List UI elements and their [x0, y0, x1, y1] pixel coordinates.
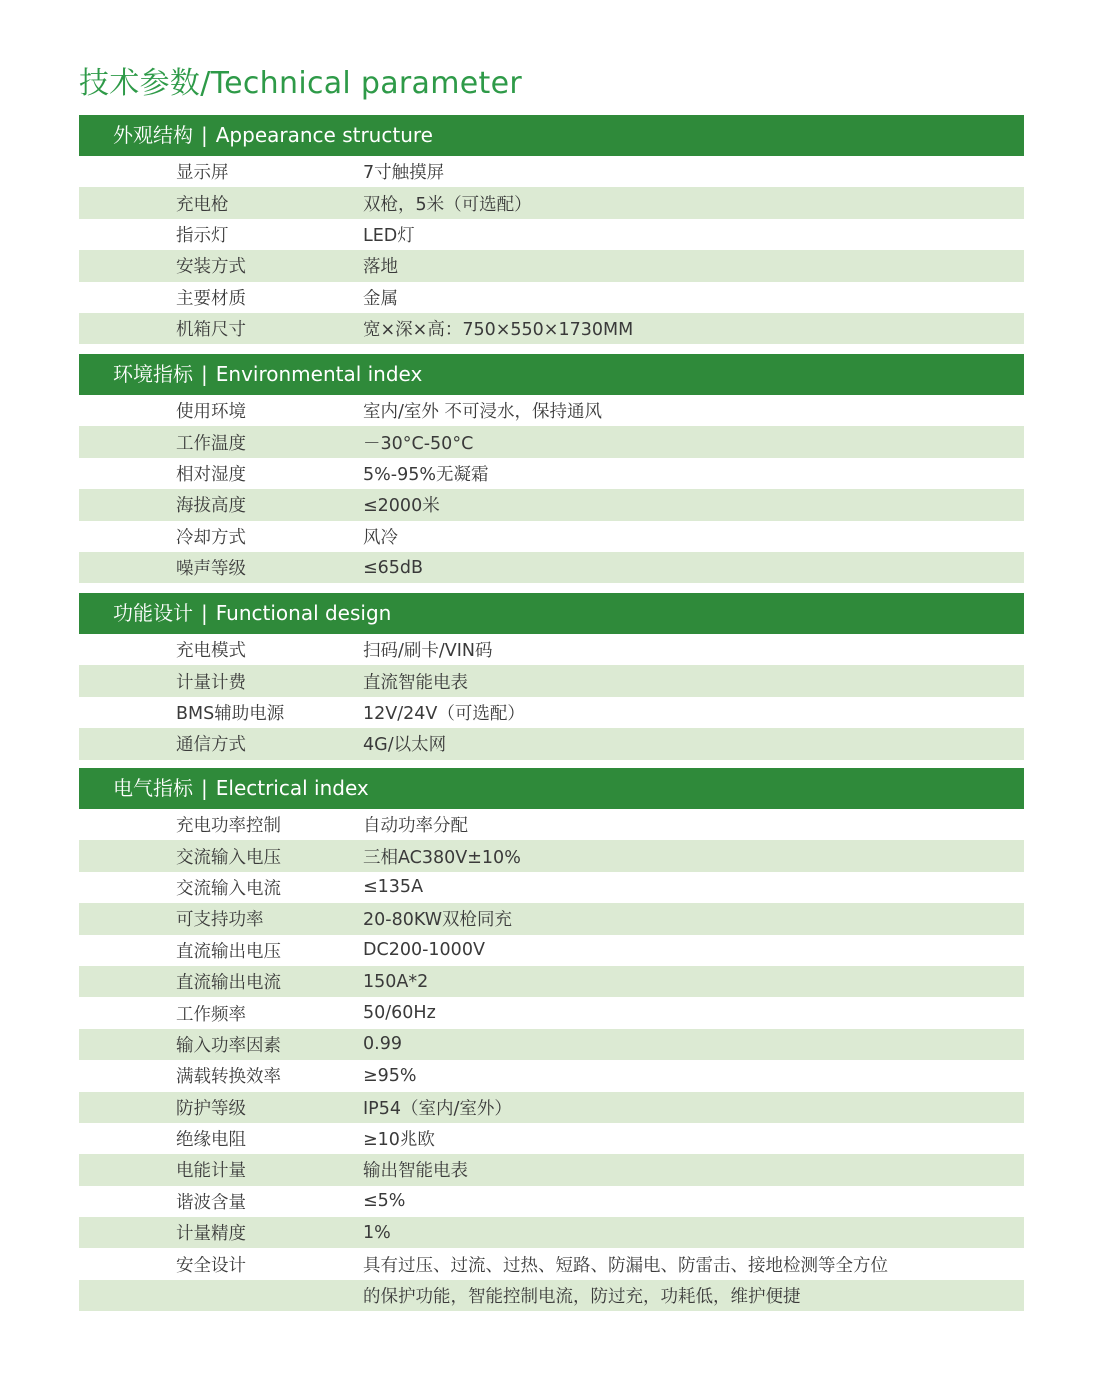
row-value: 三相AC380V±10% — [363, 847, 521, 868]
table-row — [79, 250, 1024, 281]
section-appearance-structure — [79, 115, 1024, 344]
row-label: 直流输出电流 — [176, 973, 281, 994]
row-label: 交流输入电压 — [176, 847, 281, 868]
row-value: 50/60Hz — [363, 1003, 436, 1024]
row-label: 可支持功率 — [176, 910, 264, 931]
row-label: 指示灯 — [176, 225, 229, 246]
row-label: 满载转换效率 — [176, 1067, 281, 1088]
section-title-zh: 环境指标 — [113, 362, 193, 386]
row-label: 计量精度 — [176, 1224, 246, 1245]
section-title-en: Electrical index — [215, 776, 369, 800]
section-environmental-index — [79, 354, 1024, 583]
row-label: 充电模式 — [176, 641, 246, 662]
row-value: ≤2000米 — [363, 496, 440, 517]
table-row — [79, 552, 1024, 583]
row-label: 安装方式 — [176, 257, 246, 278]
table-row — [79, 458, 1024, 489]
row-value: 1% — [363, 1222, 391, 1243]
row-value: 20-80KW双枪同充 — [363, 910, 513, 931]
section-header — [79, 768, 1024, 809]
row-value: 直流智能电表 — [363, 672, 468, 693]
row-value: IP54（室内/室外） — [363, 1098, 512, 1119]
row-label: 相对湿度 — [176, 464, 246, 485]
row-label: 绝缘电阻 — [176, 1130, 246, 1151]
table-row — [79, 840, 1024, 871]
section-separator: | — [201, 601, 208, 625]
row-label: 冷却方式 — [176, 527, 246, 548]
row-value: ≤135A — [363, 877, 424, 898]
row-value: ≥10兆欧 — [363, 1130, 435, 1151]
row-label: 工作温度 — [176, 433, 246, 454]
table-row — [79, 665, 1024, 696]
table-row — [79, 634, 1024, 665]
row-label: 交流输入电流 — [176, 878, 281, 899]
section-title-en: Appearance structure — [215, 123, 433, 147]
row-value: ≤5% — [363, 1191, 406, 1212]
row-label: 工作频率 — [176, 1004, 246, 1025]
row-value: 自动功率分配 — [363, 816, 468, 837]
row-value: 扫码/刷卡/VIN码 — [363, 641, 493, 662]
section-title-zh: 外观结构 — [113, 123, 193, 147]
table-row — [79, 395, 1024, 426]
row-value: 输出智能电表 — [363, 1161, 468, 1182]
table-row — [79, 187, 1024, 218]
table-row — [79, 313, 1024, 344]
row-label: 通信方式 — [176, 735, 246, 756]
table-row — [79, 1123, 1024, 1154]
table-row — [79, 728, 1024, 759]
row-label: 主要材质 — [176, 288, 246, 309]
table-row — [79, 1092, 1024, 1123]
row-value: 双枪，5米（可选配） — [363, 194, 532, 215]
table-row — [79, 1029, 1024, 1060]
row-value: ≤65dB — [363, 557, 424, 578]
row-label: 海拔高度 — [176, 496, 246, 517]
row-label: 计量计费 — [176, 672, 246, 693]
table-row — [79, 156, 1024, 187]
section-separator: | — [201, 776, 208, 800]
section-header — [79, 354, 1024, 395]
table-row — [79, 521, 1024, 552]
row-value: LED灯 — [363, 225, 415, 246]
row-label: 电能计量 — [176, 1161, 246, 1182]
section-title-zh: 电气指标 — [113, 776, 193, 800]
table-row — [79, 872, 1024, 903]
row-label: 输入功率因素 — [176, 1035, 281, 1056]
row-value: 0.99 — [363, 1034, 402, 1055]
row-value: 5%-95%无凝霜 — [363, 464, 489, 485]
row-value: 4G/以太网 — [363, 735, 447, 756]
row-value: 金属 — [363, 288, 398, 309]
row-value: 的保护功能，智能控制电流，防过充，功耗低，维护便捷 — [363, 1287, 801, 1308]
row-label: 谐波含量 — [176, 1192, 246, 1213]
table-row — [79, 697, 1024, 728]
table-row — [79, 966, 1024, 997]
section-header — [79, 115, 1024, 156]
section-title-en: Functional design — [215, 601, 392, 625]
row-label: 机箱尺寸 — [176, 320, 246, 341]
section-title-en: Environmental index — [215, 362, 423, 386]
row-label: 安全设计 — [176, 1255, 246, 1276]
row-label: BMS辅助电源 — [176, 703, 285, 724]
row-label: 充电枪 — [176, 194, 229, 215]
section-electrical-index — [79, 768, 1024, 1311]
page-title: 技术参数/Technical parameter — [79, 66, 522, 101]
row-value: ≥95% — [363, 1065, 417, 1086]
section-separator: | — [201, 123, 208, 147]
row-value: 7寸触摸屏 — [363, 163, 445, 184]
row-value: DC200-1000V — [363, 940, 485, 961]
table-row — [79, 997, 1024, 1028]
row-value: 室内/室外 不可浸水，保持通风 — [363, 402, 602, 423]
section-header — [79, 593, 1024, 634]
row-label: 防护等级 — [176, 1098, 246, 1119]
table-row — [79, 1060, 1024, 1091]
row-label: 使用环境 — [176, 402, 246, 423]
table-row — [79, 1280, 1024, 1311]
section-separator: | — [201, 362, 208, 386]
table-row — [79, 219, 1024, 250]
table-row — [79, 1186, 1024, 1217]
row-value: 具有过压、过流、过热、短路、防漏电、防雷击、接地检测等全方位 — [363, 1255, 888, 1276]
row-label: 充电功率控制 — [176, 816, 281, 837]
table-row — [79, 809, 1024, 840]
row-label: 直流输出电压 — [176, 941, 281, 962]
table-row — [79, 935, 1024, 966]
table-row — [79, 1248, 1024, 1279]
row-value: 150A*2 — [363, 971, 429, 992]
table-row — [79, 1217, 1024, 1248]
row-value: 12V/24V（可选配） — [363, 703, 525, 724]
row-value: 落地 — [363, 257, 398, 278]
row-label: 噪声等级 — [176, 559, 246, 580]
table-row — [79, 426, 1024, 457]
table-row — [79, 282, 1024, 313]
row-value: －30°C-50°C — [363, 433, 474, 454]
table-row — [79, 903, 1024, 934]
section-functional-design — [79, 593, 1024, 760]
table-row — [79, 1154, 1024, 1185]
row-value: 宽×深×高：750×550×1730MM — [363, 320, 634, 341]
table-row — [79, 489, 1024, 520]
row-label: 显示屏 — [176, 163, 229, 184]
row-value: 风冷 — [363, 527, 398, 548]
section-title-zh: 功能设计 — [113, 601, 193, 625]
